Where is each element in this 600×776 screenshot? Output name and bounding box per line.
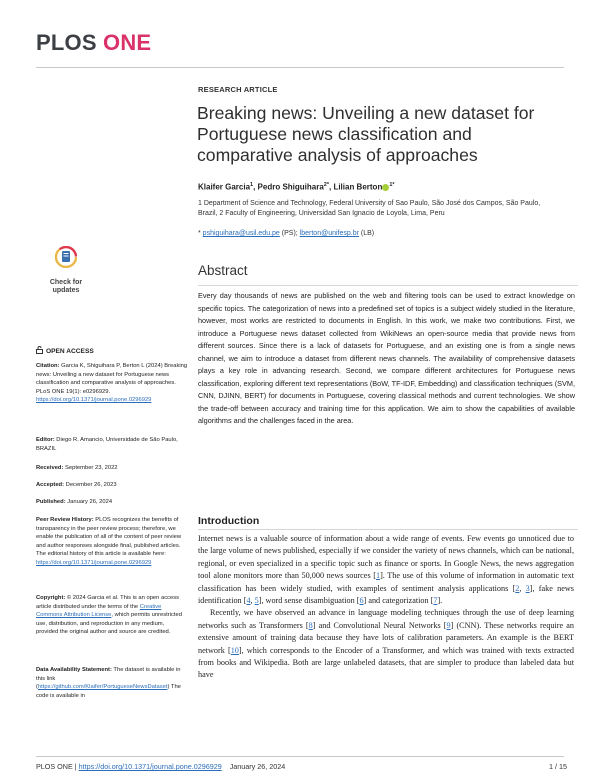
footer-doi-link[interactable]: https://doi.org/10.1371/journal.pone.0296929 [78,762,222,771]
published-block: Published: January 26, 2024 [36,499,113,505]
peer-review-link[interactable]: https://doi.org/10.1371/journal.pone.0296929 [36,559,152,566]
author-name: Klaifer Garcia [198,182,251,192]
ref-link[interactable]: 5 [254,596,259,606]
abstract-text: Every day thousands of news are published on the web and filtering tools can be used to extract knowledge on specific topics. The categorization of news into a predefined set of topics is a subject widely studied in the literature, however, most works are restricted to documents in English. In this work, we make two contributions. First, we introduce a Portuguese news dataset collected from WikiNews an open-source media that provide news from different sources. Since there is a lack of datasets for Portuguese, and an existing one is from a single news channel, we aim to introduce a dataset from different news channels. The availability of comprehensive datasets plays a key role in advancing research. Second, we compare different architectures for Portuguese news classification, exploring different text representations (BoW, TF-IDF, Embedding) and classification techniques (SVM, CNN, DJINN, BERT) for documents in Portuguese, covering classical methods and current technologies. We show the trade-off between accuracy and training time for this application. We aim to show the capabilities of available algorithms and the challenges faced in the area. [198,291,575,425]
dataset-link[interactable]: https://github.com/Klaifer/PortugueseNewsDataset [37,684,168,691]
ref-link[interactable]: 1 [375,571,381,581]
abstract-divider [198,285,578,286]
ref-link[interactable]: 8 [308,620,313,630]
copyright-block: Copyright: © 2024 Garcia et al. This is an open access article distributed under the terms of the Creative Commons Attribution License, which permits unrestricted use, distribution, and reproduction in any medium, provided the original author and source are credited. [36,595,182,636]
intro-paragraph-1: Internet news is a valuable source of information about a wide range of events. Few events go unnoticed due to the large volume of news published, especially if we consider the variety of news channels, which can be national, regional, or even specialized in a specific topic such as finance or sports. In Google News, the news aggregation tool alone monitors more than 50,000 news sources [1]. The use of this volume of information in automatic text classification has been widely studied, with examples of sentiment analysis applications [2, 3], fake news identification [4, 5], word sense disambiguation [6] and categorization [7]. [198,534,574,606]
citation-doi-link[interactable]: https://doi.org/10.1371/journal.pone.0296929 [36,397,152,404]
check-updates-icon [55,246,77,268]
ref-link[interactable]: 7 [433,596,438,606]
footer-divider [36,756,564,757]
footer-date: January 26, 2024 [229,762,286,771]
article-title: Breaking news: Unveiling a new dataset for Portuguese news classification and comparative analysis of approaches [197,103,535,165]
author-name: Lilian Berton [333,182,383,192]
received-block: Received: September 23, 2022 [36,465,118,471]
open-lock-icon [36,346,43,354]
introduction-body [198,533,574,682]
article-type: RESEARCH ARTICLE [198,85,278,94]
ref-link[interactable]: 9 [446,620,451,630]
ref-link[interactable]: 10 [230,645,239,655]
footer: PLOS ONE | https://doi.org/10.1371/journal.pone.0296929 January 26, 2024 [36,762,286,771]
header-divider [36,67,564,68]
ref-link[interactable]: 3 [525,583,530,593]
plos-one-logo[interactable]: PLOS ONE [36,30,152,55]
author-affil-mark: 2* [323,182,329,188]
intro-paragraph-2: Recently, we have observed an advance in language modeling techniques through the use of deep learning networks such as Transformers [8] and Convolutional Neural Networks [9] (CNN). These networks require an extensive amount of training data because they have lots of calibration parameters. An example is the BERT network [10], which corresponds to the Encoder of a Transformer, and which was trained with texts extracted from books and Wikipedia. Both are large unlabeled datasets, that are simpler to produce than labeled data but have [198,608,574,680]
abstract-heading: Abstract [198,263,248,278]
open-access-label: OPEN ACCESS [36,346,94,355]
author-affil-mark: 1* [389,182,395,188]
ref-link[interactable]: 4 [246,596,251,606]
correspondence: * pshiguihara@usil.edu.pe (PS); lberton@unifesp.br (LB) [198,230,375,237]
introduction-divider [198,529,578,530]
accepted-block: Accepted: December 26, 2023 [36,482,117,488]
license-link[interactable]: Creative Commons Attribution License [36,603,162,619]
peer-review-block: Peer Review History: PLOS recognizes the benefits of transparency in the peer review process; therefore, we enable the publication of all of the content of peer review and author responses alongside final, published articles. The editorial history of this article is available here: https://doi.org/10.1371/journal.pone.0296929 [36,517,182,566]
author-name: Pedro Shiguihara [257,182,324,192]
data-availability-block: Data Availability Statement: The dataset is available in this link (https://github.com/Klaifer/PortugueseNewsDataset) The code is available in [36,667,181,699]
author-affil-mark: 1 [250,182,254,188]
affiliations: 1 Department of Science and Technology, Federal University of Sao Paulo, São José dos Campos, São Paulo, Brazil, 2 Faculty of Engineering, Universidad San Ignacio de Loyola, Lima, Peru [198,200,541,217]
editor-block: Editor: Diego R. Amancio, Universidade de São Paulo, BRAZIL [36,437,178,452]
check-for-updates-badge[interactable]: Check for updates [40,246,92,304]
page-number: 1 / 15 [549,762,567,771]
ref-link[interactable]: 6 [359,596,364,606]
ref-link[interactable]: 2 [515,583,520,593]
citation-block: Citation: Garcia K, Shiguihara P, Berton L (2024) Breaking news: Unveiling a new dataset for Portuguese news classification and comparative analysis of approaches. PLoS ONE 19(1): e0296929. https://doi.org/10.1371/journal.pone.0296929 [36,363,188,404]
email-link-2[interactable]: lberton@unifesp.br [299,230,359,237]
email-link-1[interactable]: pshiguihara@usil.edu.pe [202,230,280,237]
introduction-heading: Introduction [198,515,260,527]
author-list: Klaifer Garcia$^1$, Pedro Shiguihara$^{2*}$, Lilian Berton $^{1*}$ [198,182,395,192]
